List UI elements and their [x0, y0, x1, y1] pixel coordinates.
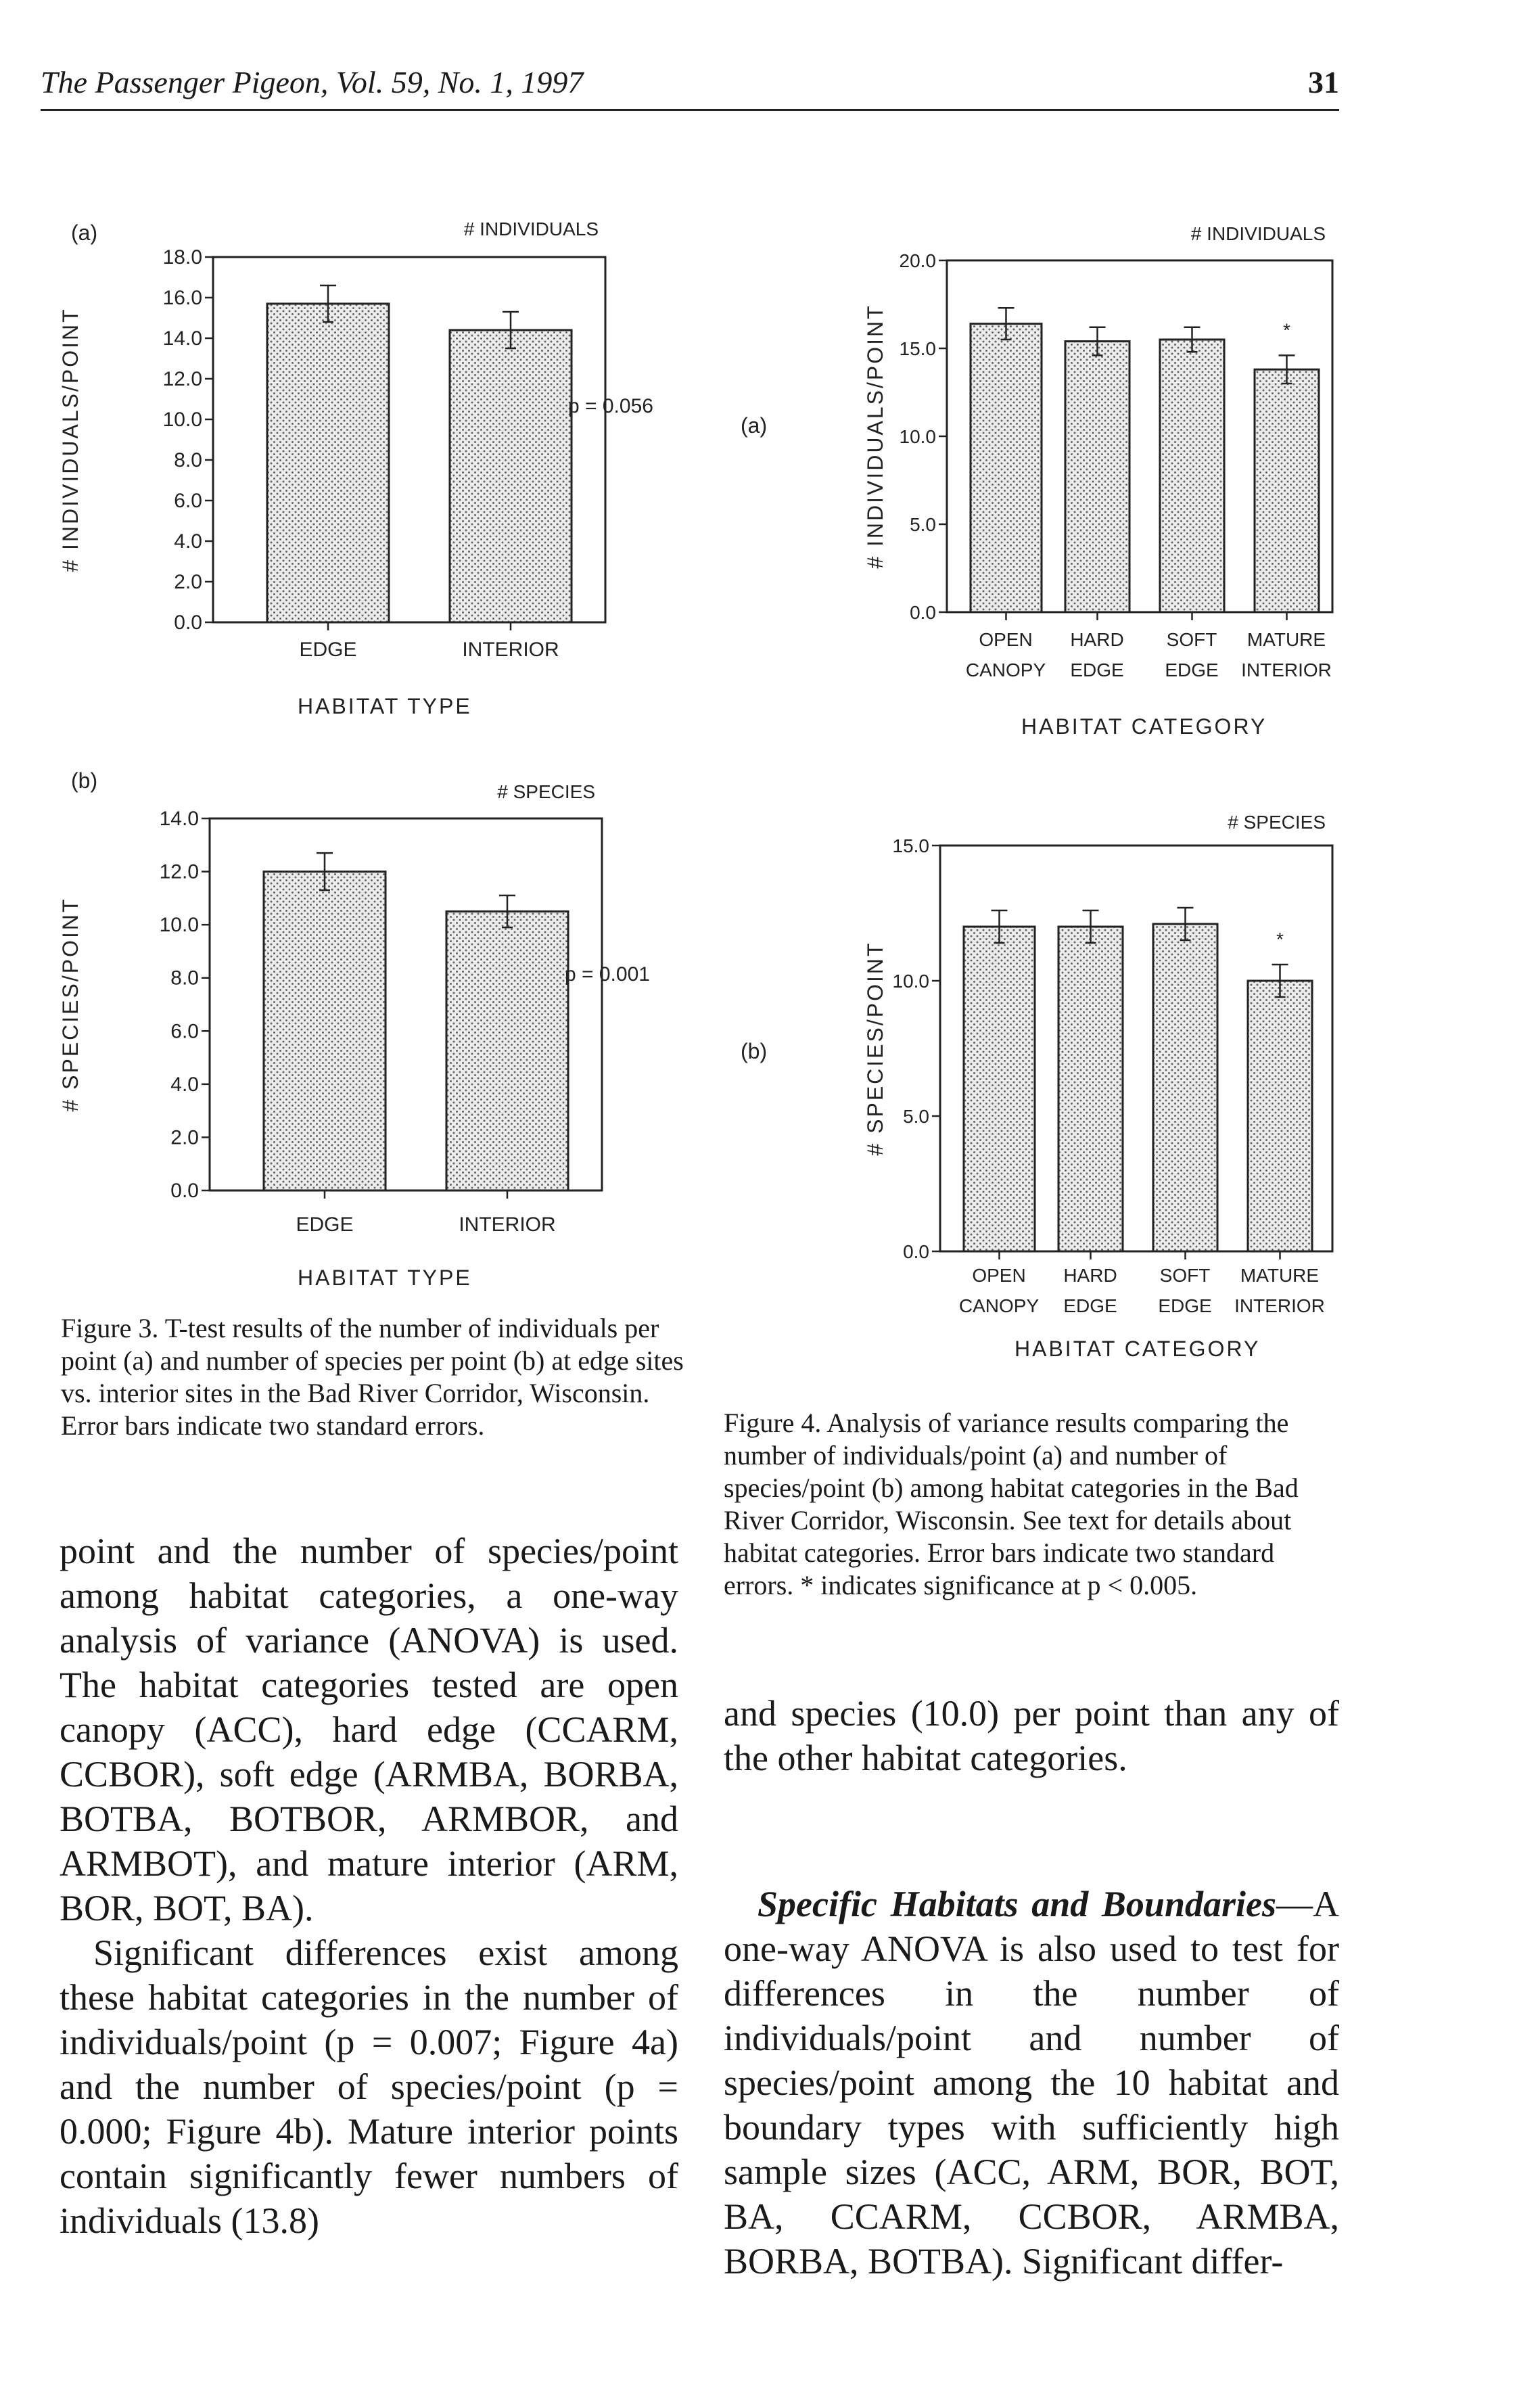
x-category-label: EDGE — [1165, 659, 1219, 680]
y-tick-label: 14.0 — [162, 327, 202, 350]
y-tick-label: 5.0 — [903, 1106, 929, 1127]
x-axis-label: HABITAT TYPE — [298, 1266, 472, 1290]
y-tick-label: 10.0 — [892, 971, 929, 992]
x-axis-label: HABITAT CATEGORY — [1015, 1337, 1261, 1361]
x-axis-label: HABITAT CATEGORY — [1021, 714, 1267, 739]
x-category-label: CANOPY — [965, 659, 1046, 680]
journal-citation: The Passenger Pigeon, Vol. 59, No. 1, 1997 — [41, 65, 584, 99]
x-category-label: EDGE — [1070, 659, 1124, 680]
y-tick-label: 6.0 — [170, 1020, 199, 1043]
y-tick-label: 0.0 — [170, 1180, 199, 1202]
panel-label: (b) — [71, 768, 98, 793]
figure-3a-chart — [47, 203, 724, 724]
x-category-label: EDGE — [296, 1213, 354, 1236]
panel-label: (a) — [741, 413, 768, 438]
y-tick-label: 15.0 — [892, 835, 929, 856]
x-category-label: INTERIOR — [459, 1213, 556, 1236]
figure-3b-chart — [47, 751, 724, 1292]
figure-3-caption — [61, 1312, 690, 1442]
y-tick-label: 10.0 — [899, 426, 936, 447]
bar — [267, 304, 389, 622]
y-tick-label: 12.0 — [159, 860, 199, 883]
bar — [1255, 369, 1319, 612]
y-tick-label: 14.0 — [159, 808, 199, 830]
chart-title: # SPECIES — [497, 781, 595, 802]
x-category-label: INTERIOR — [1234, 1295, 1325, 1316]
y-tick-label: 18.0 — [162, 246, 202, 269]
left-paragraph-2: Significant differences exist among these habitat categories in the number of individuals/point (p = 0.007; Figure 4a) and the number of species/point (p = 0.000; Figure 4b). Mature interior points contain significantly fewer numbers of individuals (13.8) — [60, 1932, 678, 2241]
section-heading: Specific Habitats and Boundaries — [758, 1884, 1276, 1924]
y-tick-label: 5.0 — [910, 514, 936, 535]
y-tick-label: 0.0 — [174, 611, 202, 634]
y-tick-label: 4.0 — [174, 530, 202, 553]
y-axis-label: # SPECIES/POINT — [58, 897, 83, 1112]
y-tick-label: 2.0 — [174, 571, 202, 593]
figure-3-caption-text: Figure 3. T-test results of the number of individuals per point (a) and number of species per point (b) at edge sites vs. interior sites in the Bad River Corridor, Wisconsin. Error bars indicate two standard errors. — [61, 1313, 684, 1441]
panel-label: (b) — [741, 1039, 768, 1063]
significance-marker: * — [1283, 319, 1290, 341]
header-rule — [41, 109, 1339, 111]
y-axis-label: # INDIVIDUALS/POINT — [863, 304, 887, 569]
panel-label: (a) — [71, 221, 98, 245]
left-text-column — [60, 1529, 678, 2243]
y-tick-label: 10.0 — [162, 409, 202, 431]
chart-title: # INDIVIDUALS — [1190, 223, 1326, 244]
y-tick-label: 20.0 — [899, 250, 936, 271]
running-header — [41, 64, 1339, 118]
bar — [1065, 342, 1129, 612]
y-tick-label: 10.0 — [159, 914, 199, 937]
page-number: 31 — [1308, 65, 1339, 99]
bar — [971, 324, 1042, 612]
x-category-label: HARD — [1063, 1265, 1117, 1286]
bar — [1058, 927, 1123, 1251]
y-tick-label: 6.0 — [174, 490, 202, 512]
bar — [264, 872, 386, 1190]
bar — [446, 912, 568, 1191]
x-category-label: EDGE — [1158, 1295, 1212, 1316]
y-axis-label: # SPECIES/POINT — [863, 941, 887, 1156]
chart-title: # INDIVIDUALS — [463, 218, 599, 239]
figure-4-caption — [724, 1407, 1339, 1602]
right-paragraph-2-text: —A one-way ANOVA is also used to test for differences in the number of individuals/point and number of species/point among the 10 habitat and boundary types with sufficiently high sample sizes (ACC, ARM, BOR, BOT, BA, CCARM, CCBOR, ARMBA, BORBA, BOTBA). Significant differ- — [724, 1884, 1339, 2282]
bar — [1160, 340, 1224, 612]
bar — [1153, 924, 1217, 1251]
figure-4-caption-text: Figure 4. Analysis of variance results comparing the number of individuals/point (a) and number of species/point (b) among habitat categories in the Bad River Corridor, Wisconsin. See text for details about habitat categories. Error bars indicate two standard errors. * indicates significance at p < 0.005. — [724, 1408, 1299, 1600]
y-tick-label: 8.0 — [174, 449, 202, 471]
significance-marker: * — [1276, 929, 1284, 950]
bar — [450, 330, 572, 622]
p-value-annotation: p = 0.056 — [568, 395, 653, 417]
p-value-annotation: p = 0.001 — [565, 963, 650, 986]
x-category-label: MATURE — [1240, 1265, 1320, 1286]
x-category-label: CANOPY — [958, 1295, 1040, 1316]
y-tick-label: 8.0 — [170, 967, 199, 990]
right-paragraph-2 — [724, 1882, 1339, 2284]
y-tick-label: 12.0 — [162, 368, 202, 390]
x-category-label: OPEN — [979, 629, 1033, 650]
y-tick-label: 4.0 — [170, 1073, 199, 1096]
x-category-label: INTERIOR — [1241, 659, 1332, 680]
right-paragraph-1: and species (10.0) per point than any of the other habitat categories. — [724, 1693, 1339, 1778]
x-category-label: SOFT — [1166, 629, 1217, 650]
chart-title: # SPECIES — [1228, 812, 1326, 833]
x-category-label: HARD — [1070, 629, 1124, 650]
x-category-label: EDGE — [1063, 1295, 1117, 1316]
y-tick-label: 2.0 — [170, 1126, 199, 1149]
x-category-label: INTERIOR — [462, 639, 559, 661]
y-tick-label: 15.0 — [899, 338, 936, 359]
right-text-column — [724, 1691, 1339, 2284]
bar — [964, 927, 1035, 1251]
x-category-label: MATURE — [1246, 629, 1326, 650]
x-axis-label: HABITAT TYPE — [298, 694, 472, 718]
y-tick-label: 0.0 — [910, 602, 936, 623]
x-category-label: OPEN — [972, 1265, 1026, 1286]
y-tick-label: 16.0 — [162, 287, 202, 309]
left-paragraph-1: point and the number of species/point among habitat categories, a one-way analysis of variance (ANOVA) is used. The habitat categories tested are open canopy (ACC), hard edge (CCARM, CCBOR), soft edge (ARMBA, BORBA, BOTBA, BOTBOR, ARMBOR, and ARMBOT), and mature interior (ARM, BOR, BOT, BA). — [60, 1531, 678, 1928]
x-category-label: SOFT — [1159, 1265, 1211, 1286]
y-tick-label: 0.0 — [903, 1241, 929, 1262]
figure-4b-chart — [717, 791, 1353, 1360]
bar — [1248, 981, 1312, 1251]
figure-4a-chart — [717, 203, 1353, 744]
y-axis-label: # INDIVIDUALS/POINT — [58, 307, 83, 572]
x-category-label: EDGE — [299, 639, 357, 661]
